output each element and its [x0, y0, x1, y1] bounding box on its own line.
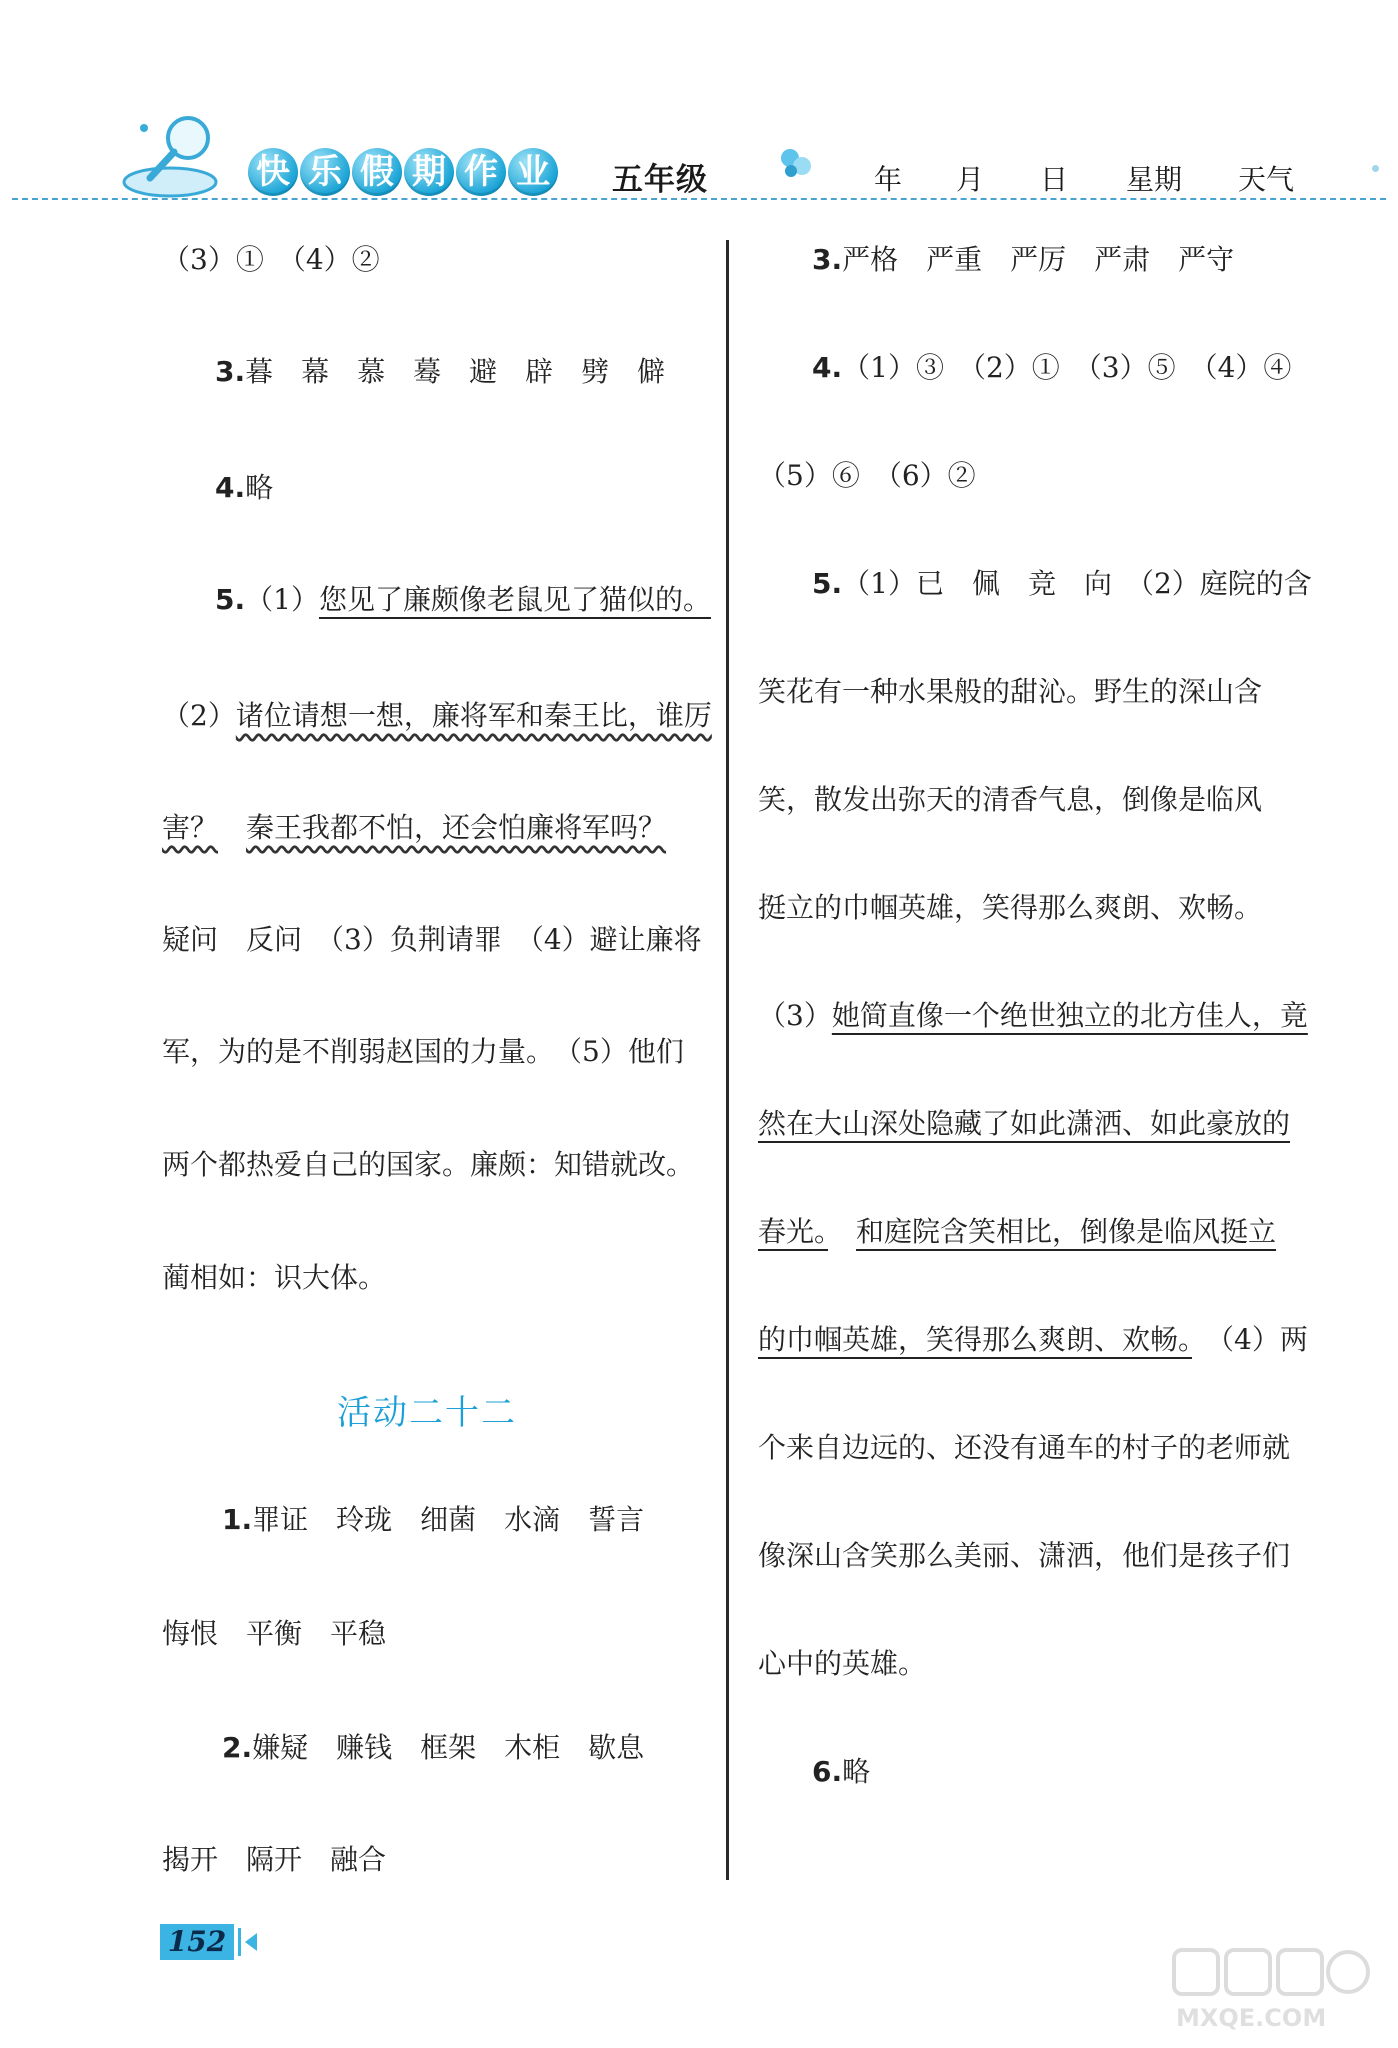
answer-line: 两个都热爱自己的国家。廉颇：知错就改。 — [162, 1148, 695, 1181]
weather-label: 天气 — [1238, 163, 1295, 196]
magnifier-logo-icon — [118, 108, 228, 204]
date-day-label: 日 — [1040, 163, 1069, 196]
section-title: 活动二十二 — [337, 1393, 517, 1433]
date-month-label: 月 — [956, 163, 985, 196]
header-divider — [12, 198, 1386, 200]
answer-line: 2.嫌疑 赚钱 框架 木柜 歇息 — [222, 1731, 645, 1764]
answer-line: 4.（1）③ （2）① （3）⑤ （4）④ — [812, 351, 1292, 384]
answer-line: 个来自边远的、还没有通车的村子的老师就 — [758, 1431, 1291, 1464]
answer-line: 3.暮 幕 慕 蓦 避 辟 劈 僻 — [215, 355, 666, 388]
answer-line: 疑问 反问 （3）负荆请罪 （4）避让廉将 — [162, 923, 702, 956]
answer-line: 笑花有一种水果般的甜沁。野生的深山含 — [758, 675, 1263, 708]
header-dot-decoration — [1372, 165, 1379, 172]
answer-line: （2）诸位请想一想，廉将军和秦王比，谁厉 — [162, 699, 712, 732]
answer-line: 军，为的是不削弱赵国的力量。 （5）他们 — [162, 1035, 684, 1068]
brand-char: 期 — [404, 148, 454, 196]
answer-line: 害？ 秦王我都不怕，还会怕廉将军吗？ — [162, 811, 667, 844]
arrow-left-icon — [238, 1928, 263, 1956]
watermark-stamp-icon — [1170, 1944, 1370, 2000]
balloon-decoration-icon — [776, 144, 816, 184]
answer-line: 3.严格 严重 严厉 严肃 严守 — [812, 243, 1235, 276]
brand-char: 快 — [248, 148, 298, 196]
weekday-label: 星期 — [1126, 163, 1183, 196]
watermark-logo — [1170, 1944, 1370, 2040]
answer-line: 挺立的巾帼英雄，笑得那么爽朗、欢畅。 — [758, 891, 1263, 924]
answer-line: 蔺相如：识大体。 — [162, 1261, 387, 1294]
answer-line: 像深山含笑那么美丽、潇洒，他们是孩子们 — [758, 1539, 1291, 1572]
answer-line: （3）① （4）② — [162, 243, 380, 276]
answer-line: 5.（1）您见了廉颇像老鼠见了猫似的。 — [215, 583, 711, 616]
watermark-text: MXQE.COM — [1176, 2004, 1327, 2032]
answer-line: 笑，散发出弥天的清香气息，倒像是临风 — [758, 783, 1263, 816]
answer-line: 的巾帼英雄，笑得那么爽朗、欢畅。 （4）两 — [758, 1323, 1308, 1356]
brand-title — [248, 148, 558, 196]
brand-char: 作 — [456, 148, 506, 196]
grade-label: 五年级 — [612, 162, 708, 198]
answer-line: （5）⑥ （6）② — [758, 459, 976, 492]
page-number: 152 — [160, 1924, 234, 1960]
answer-line: 心中的英雄。 — [758, 1647, 927, 1680]
date-year-label: 年 — [874, 163, 903, 196]
answer-line: 1.罪证 玲珑 细菌 水滴 誓言 — [222, 1503, 645, 1536]
answer-line: 4.略 — [215, 471, 274, 504]
answer-line: 揭开 隔开 融合 — [162, 1843, 387, 1876]
page-header — [0, 0, 1398, 210]
brand-char: 假 — [352, 148, 402, 196]
answer-line: 5.（1）已 佩 竞 向 （2）庭院的含 — [812, 567, 1312, 600]
answer-line: 然在大山深处隐藏了如此潇洒、如此豪放的 — [758, 1107, 1291, 1140]
answer-line: （3）她简直像一个绝世独立的北方佳人，竟 — [758, 999, 1308, 1032]
page-number-badge — [160, 1924, 260, 1960]
brand-char: 业 — [508, 148, 558, 196]
answer-line: 春光。 和庭院含笑相比，倒像是临风挺立 — [758, 1215, 1277, 1248]
answer-line: 6.略 — [812, 1755, 871, 1788]
brand-char: 乐 — [300, 148, 350, 196]
column-divider — [726, 240, 729, 1880]
answer-line: 悔恨 平衡 平稳 — [162, 1617, 387, 1650]
